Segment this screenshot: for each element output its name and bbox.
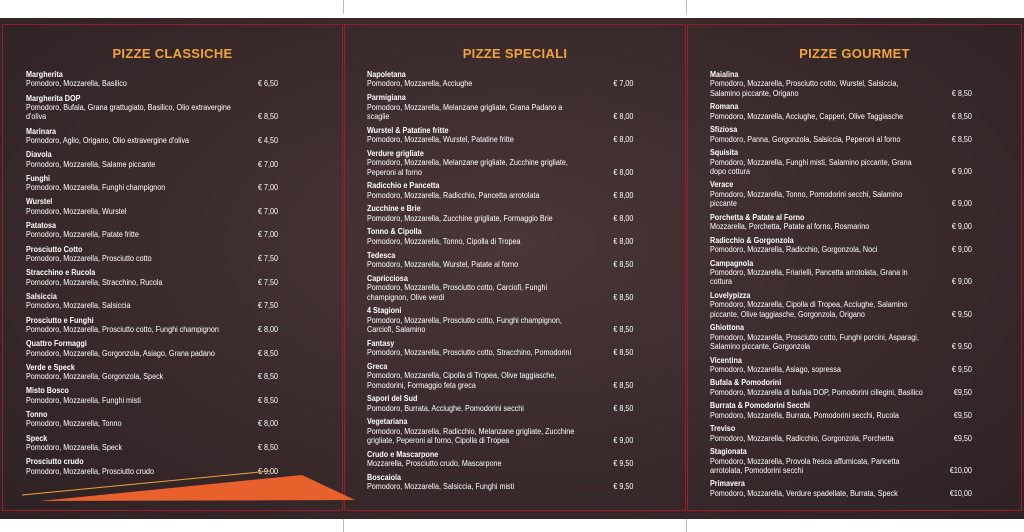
- pizza-price: € 8,50: [613, 292, 634, 302]
- menu-item: [26, 386, 278, 405]
- pizza-price: € 9,00: [257, 466, 278, 476]
- pizza-price: € 9,00: [951, 245, 972, 255]
- pizza-price: € 9,50: [951, 364, 972, 374]
- menu-item: [367, 70, 633, 89]
- menu-item: [367, 149, 633, 177]
- pizza-price: € 8,00: [613, 236, 634, 246]
- pizza-name: Stagionata: [710, 447, 747, 457]
- menu-item: [367, 473, 633, 492]
- pizza-ingredients: Pomodoro, Mozzarella, Zucchine grigliate, Formaggio Brie: [367, 213, 553, 223]
- pizza-name: Tonno: [26, 409, 48, 419]
- menu-item: [26, 70, 278, 89]
- pizza-price: € 8,50: [951, 88, 972, 98]
- pizza-price: € 9,00: [951, 277, 972, 287]
- menu-item: [367, 417, 633, 445]
- pizza-name: Ghiottona: [710, 323, 745, 333]
- pizza-ingredients: Pomodoro, Mozzarella, Gorgonzola, Speck: [26, 372, 164, 382]
- menu-item: [710, 401, 972, 420]
- pizza-ingredients: Pomodoro, Mozzarella, Wurstel, Patate al forno: [367, 259, 519, 269]
- pizza-name: Tonno & Cipolla: [367, 227, 422, 237]
- menu-item: [710, 291, 972, 319]
- menu-item: [367, 251, 633, 270]
- menu-item: [710, 378, 972, 397]
- orange-triangle: [40, 475, 355, 501]
- menu-item: [26, 434, 278, 453]
- menu-item: [710, 323, 972, 351]
- menu-item: [367, 126, 633, 145]
- section-title: PIZZE SPECIALI: [462, 46, 568, 61]
- pizza-price: € 8,50: [257, 395, 278, 405]
- pizza-ingredients: Pomodoro, Mozzarella, Prosciutto crudo: [26, 466, 155, 476]
- pizza-name: Funghi: [26, 173, 50, 183]
- pizza-name: Treviso: [710, 424, 736, 434]
- panel-pizze-speciali: [344, 24, 686, 511]
- pizza-ingredients: Pomodoro, Mozzarella, Prosciutto cotto, Funghi champignon, Carciofi, Salamino: [367, 315, 562, 335]
- menu-item: [367, 394, 633, 413]
- menu-item: [26, 245, 278, 264]
- pizza-ingredients: Pomodoro, Mozzarella, Prosciutto cotto, Wurstel, Salsiccia, Salamino piccante, Origano: [710, 79, 899, 98]
- pizza-ingredients: Pomodoro, Mozzarella, Funghi misti, Salamino piccante, Grana dopo cottura: [710, 157, 912, 176]
- pizza-price: € 8,00: [613, 213, 634, 223]
- pizza-price: € 8,00: [257, 419, 278, 429]
- pizza-ingredients: Pomodoro, Mozzarella, Tonno, Cipolla di Tropea: [367, 236, 521, 246]
- pizza-name: Parmigiana: [367, 93, 406, 103]
- pizza-price: € 4,50: [257, 136, 278, 146]
- crop-mark: [343, 518, 344, 532]
- menu-item: [367, 450, 633, 469]
- pizza-price: € 8,00: [613, 111, 634, 121]
- pizza-price: € 7,50: [257, 277, 278, 287]
- pizza-price: € 9,00: [951, 166, 972, 176]
- menu-item: [710, 479, 972, 498]
- menu-list: [26, 70, 306, 481]
- pizza-ingredients: Pomodoro, Mozzarella di bufala DOP, Pomodorini ciliegini, Basilico: [710, 387, 923, 397]
- pizza-name: Sapori del Sud: [367, 394, 418, 404]
- pizza-price: € 7,00: [257, 183, 278, 193]
- pizza-price: € 7,00: [613, 79, 634, 89]
- pizza-name: Prosciutto Cotto: [26, 244, 83, 254]
- pizza-ingredients: Pomodoro, Mozzarella, Verdure spadellate, Burrata, Speck: [710, 488, 898, 498]
- menu-item: [26, 268, 278, 287]
- pizza-name: Lovelypizza: [710, 290, 751, 300]
- pizza-name: Capricciosa: [367, 273, 408, 283]
- menu-item: [26, 150, 278, 169]
- pizza-ingredients: Mozzarella, Porchetta, Patate al forno, Rosmarino: [710, 222, 870, 232]
- pizza-price: € 7,50: [257, 254, 278, 264]
- pizza-ingredients: Mozzarella, Prosciutto crudo, Mascarpone: [367, 459, 502, 469]
- pizza-ingredients: Pomodoro, Mozzarella, Radicchio, Melanzane grigliate, Zucchine grigliate, Peperoni al forno, Cipolla di Tropea: [367, 426, 575, 446]
- pizza-price: € 7,00: [257, 230, 278, 240]
- pizza-name: Radicchio e Pancetta: [367, 181, 440, 191]
- pizza-price: € 8,50: [257, 112, 278, 122]
- menu-item: [26, 292, 278, 311]
- pizza-price: € 8,50: [951, 134, 972, 144]
- pizza-ingredients: Pomodoro, Mozzarella, Prosciutto cotto, Funghi champignon: [26, 324, 219, 334]
- pizza-price: € 8,50: [257, 372, 278, 382]
- pizza-name: Zucchine e Brie: [367, 204, 421, 214]
- crop-mark: [343, 0, 344, 14]
- pizza-ingredients: Pomodoro, Mozzarella, Wurstel: [26, 206, 127, 216]
- menu-item: [26, 174, 278, 193]
- menu-item: [26, 363, 278, 382]
- menu-item: [26, 94, 278, 122]
- pizza-name: Maialina: [710, 70, 739, 79]
- menu-item: [710, 70, 972, 98]
- pizza-ingredients: Pomodoro, Mozzarella, Acciughe: [367, 79, 473, 89]
- pizza-name: Marinara: [26, 126, 57, 136]
- pizza-price: €9,50: [953, 410, 972, 420]
- pizza-name: Tedesca: [367, 250, 396, 260]
- pizza-ingredients: Pomodoro, Mozzarella, Funghi champignon: [26, 183, 166, 193]
- menu-item: [26, 410, 278, 429]
- menu-item: [710, 125, 972, 144]
- pizza-price: € 7,00: [257, 206, 278, 216]
- pizza-name: Napoletana: [367, 70, 406, 79]
- pizza-ingredients: Pomodoro, Mozzarella, Salsiccia: [26, 301, 131, 311]
- menu-item: [367, 362, 633, 390]
- pizza-price: €10,00: [949, 488, 972, 498]
- pizza-ingredients: Pomodoro, Mozzarella, Provola fresca affumicata, Pancetta arrotolata, Pomodorini secchi: [710, 456, 900, 475]
- crop-mark: [686, 518, 687, 532]
- menu-item: [367, 93, 633, 121]
- pizza-name: Quattro Formaggi: [26, 339, 87, 349]
- pizza-name: Wurstel & Patatine fritte: [367, 125, 449, 135]
- menu-item: [26, 316, 278, 335]
- menu-item: [367, 181, 633, 200]
- pizza-price: € 8,00: [613, 135, 634, 145]
- pizza-ingredients: Pomodoro, Mozzarella, Melanzane grigliate, Grana Padano a scaglie: [367, 102, 563, 121]
- pizza-ingredients: Pomodoro, Mozzarella, Tonno: [26, 419, 122, 429]
- pizza-ingredients: Pomodoro, Mozzarella, Basilico: [26, 79, 127, 89]
- menu-item: [26, 339, 278, 358]
- pizza-price: € 8,50: [257, 348, 278, 358]
- pizza-price: € 9,00: [613, 436, 634, 446]
- pizza-name: 4 Stagioni: [367, 306, 402, 316]
- pizza-name: Diavola: [26, 150, 52, 160]
- pizza-name: Verace: [710, 180, 734, 190]
- menu-item: [710, 148, 972, 176]
- menu-item: [710, 102, 972, 121]
- pizza-ingredients: Pomodoro, Burrata, Acciughe, Pomodorini secchi: [367, 403, 524, 413]
- pizza-name: Crudo e Mascarpone: [367, 449, 439, 459]
- pizza-name: Greca: [367, 361, 388, 371]
- menu-item: [367, 274, 633, 302]
- pizza-ingredients: Pomodoro, Mozzarella, Cipolla di Tropea, Acciughe, Salamino piccante, Olive taggiasche, Gorgonzola, Origano: [710, 300, 908, 319]
- pizza-ingredients: Pomodoro, Bufala, Grana grattugiato, Basilico, Olio extravergine d'oliva: [26, 103, 231, 122]
- pizza-price: € 8,00: [257, 324, 278, 334]
- pizza-name: Margherita: [26, 70, 63, 79]
- section-title: PIZZE GOURMET: [799, 46, 910, 61]
- pizza-ingredients: Pomodoro, Mozzarella, Tonno, Pomodorini secchi, Salamino piccante: [710, 189, 903, 209]
- pizza-price: € 7,00: [257, 159, 278, 169]
- pizza-price: € 8,50: [613, 403, 634, 413]
- panel-pizze-gourmet: [687, 24, 1022, 511]
- menu-item: [710, 236, 972, 255]
- pizza-ingredients: Pomodoro, Mozzarella, Salame piccante: [26, 159, 156, 169]
- crop-mark: [686, 0, 687, 14]
- pizza-ingredients: Pomodoro, Mozzarella, Patate fritte: [26, 230, 139, 240]
- pizza-price: € 9,50: [613, 482, 634, 492]
- pizza-ingredients: Pomodoro, Mozzarella, Radicchio, Gorgonzola, Noci: [710, 245, 878, 255]
- menu-item: [26, 197, 278, 216]
- menu-item: [367, 204, 633, 223]
- pizza-price: € 8,50: [951, 111, 972, 121]
- pizza-name: Stracchino e Rucola: [26, 268, 96, 278]
- menu-sheet: [0, 18, 1024, 519]
- pizza-price: € 8,50: [257, 442, 278, 452]
- pizza-name: Speck: [26, 433, 48, 443]
- pizza-name: Campagnola: [710, 258, 754, 268]
- pizza-name: Prosciutto e Funghi: [26, 315, 94, 325]
- pizza-name: Sfiziosa: [710, 125, 738, 135]
- pizza-name: Prosciutto crudo: [26, 457, 84, 467]
- panel-pizze-classiche: [2, 24, 343, 511]
- menu-item: [710, 180, 972, 208]
- menu-item: [26, 127, 278, 146]
- pizza-name: Boscaiola: [367, 473, 402, 483]
- pizza-price: € 9,00: [951, 222, 972, 232]
- pizza-ingredients: Pomodoro, Mozzarella, Radicchio, Gorgonzola, Porchetta: [710, 433, 894, 443]
- pizza-ingredients: Pomodoro, Mozzarella, Stracchino, Rucola: [26, 277, 163, 287]
- pizza-price: € 6,50: [257, 79, 278, 89]
- menu-item: [710, 356, 972, 375]
- menu-item: [710, 213, 972, 232]
- menu-list: [367, 70, 663, 496]
- pizza-price: €9,50: [953, 387, 972, 397]
- pizza-ingredients: Pomodoro, Mozzarella, Prosciutto cotto, Carciofi, Funghi champignon, Olive verdi: [367, 283, 548, 302]
- pizza-price: € 9,50: [951, 342, 972, 351]
- pizza-ingredients: Pomodoro, Mozzarella, Asiago, sopressa: [710, 364, 841, 374]
- menu-item: [710, 259, 972, 287]
- pizza-name: Romana: [710, 102, 739, 112]
- pizza-price: € 9,00: [951, 199, 972, 209]
- pizza-name: Fantasy: [367, 338, 395, 348]
- pizza-ingredients: Pomodoro, Mozzarella, Acciughe, Capperi, Olive Taggiasche: [710, 111, 904, 121]
- pizza-ingredients: Pomodoro, Panna, Gorgonzola, Salsiccia, Peperoni al forno: [710, 134, 901, 144]
- pizza-ingredients: Pomodoro, Mozzarella, Cipolla di Tropea, Olive taggiasche, Pomodorini, Formaggio feta greca: [367, 371, 557, 390]
- pizza-ingredients: Pomodoro, Mozzarella, Wurstel, Patatine fritte: [367, 135, 514, 145]
- menu-item: [367, 339, 633, 358]
- pizza-name: Squisita: [710, 148, 739, 158]
- menu-item: [367, 306, 633, 334]
- pizza-ingredients: Pomodoro, Mozzarella, Radicchio, Pancetta arrotolata: [367, 190, 540, 200]
- pizza-name: Salsiccia: [26, 291, 57, 301]
- pizza-name: Verdure grigliate: [367, 148, 424, 158]
- pizza-ingredients: Pomodoro, Mozzarella, Prosciutto cotto, Funghi porcini, Asparagi, Salamino piccante, Gorgonzola: [710, 332, 919, 351]
- pizza-price: € 8,00: [613, 190, 634, 200]
- pizza-ingredients: Pomodoro, Mozzarella, Speck: [26, 442, 123, 452]
- menu-item: [26, 221, 278, 240]
- pizza-ingredients: Pomodoro, Mozzarella, Friarielli, Pancetta arrotolata, Grana in cottura: [710, 267, 908, 287]
- pizza-name: Vegetariana: [367, 417, 408, 427]
- menu-item: [710, 447, 972, 475]
- menu-list: [710, 70, 1001, 502]
- orange-stripe-decoration: [20, 470, 365, 504]
- pizza-ingredients: Pomodoro, Mozzarella, Gorgonzola, Asiago, Grana padano: [26, 348, 215, 358]
- pizza-price: €10,00: [949, 465, 972, 475]
- pizza-name: Patatosa: [26, 221, 57, 231]
- pizza-name: Vicentina: [710, 355, 742, 365]
- pizza-name: Margherita DOP: [26, 93, 81, 103]
- pizza-price: € 9,50: [613, 459, 634, 469]
- pizza-name: Radicchio & Gorgonzola: [710, 235, 794, 245]
- pizza-name: Burrata & Pomodorini Secchi: [710, 401, 811, 411]
- pizza-price: € 7,50: [257, 301, 278, 311]
- pizza-price: € 9,50: [951, 309, 972, 319]
- pizza-price: € 8,50: [613, 259, 634, 269]
- pizza-price: € 8,00: [613, 167, 634, 177]
- pizza-ingredients: Pomodoro, Mozzarella, Funghi misti: [26, 395, 141, 405]
- pizza-name: Wurstel: [26, 197, 53, 207]
- pizza-ingredients: Pomodoro, Mozzarella, Prosciutto cotto: [26, 254, 152, 264]
- pizza-name: Porchetta & Patate al Forno: [710, 212, 805, 222]
- pizza-price: € 8,50: [613, 325, 634, 335]
- pizza-name: Primavera: [710, 479, 745, 489]
- pizza-ingredients: Pomodoro, Mozzarella, Prosciutto cotto, Stracchino, Pomodorini: [367, 348, 572, 358]
- section-title: PIZZE CLASSICHE: [112, 46, 233, 61]
- pizza-price: € 8,50: [613, 380, 634, 390]
- pizza-ingredients: Pomodoro, Mozzarella, Salsiccia, Funghi misti: [367, 482, 515, 492]
- pizza-name: Verde e Speck: [26, 362, 75, 372]
- pizza-ingredients: Pomodoro, Aglio, Origano, Olio extravergine d'oliva: [26, 136, 190, 146]
- menu-item: [710, 424, 972, 443]
- pizza-price: €9,50: [953, 433, 972, 443]
- pizza-ingredients: Pomodoro, Mozzarella, Burrata, Pomodorini secchi, Rucola: [710, 410, 899, 420]
- pizza-name: Bufala & Pomodorini: [710, 378, 782, 388]
- pizza-name: Misto Bosco: [26, 386, 69, 396]
- menu-item: [367, 227, 633, 246]
- pizza-price: € 8,50: [613, 348, 634, 358]
- pizza-ingredients: Pomodoro, Mozzarella, Melanzane grigliate, Zucchine grigliate, Peperoni al forno: [367, 158, 568, 177]
